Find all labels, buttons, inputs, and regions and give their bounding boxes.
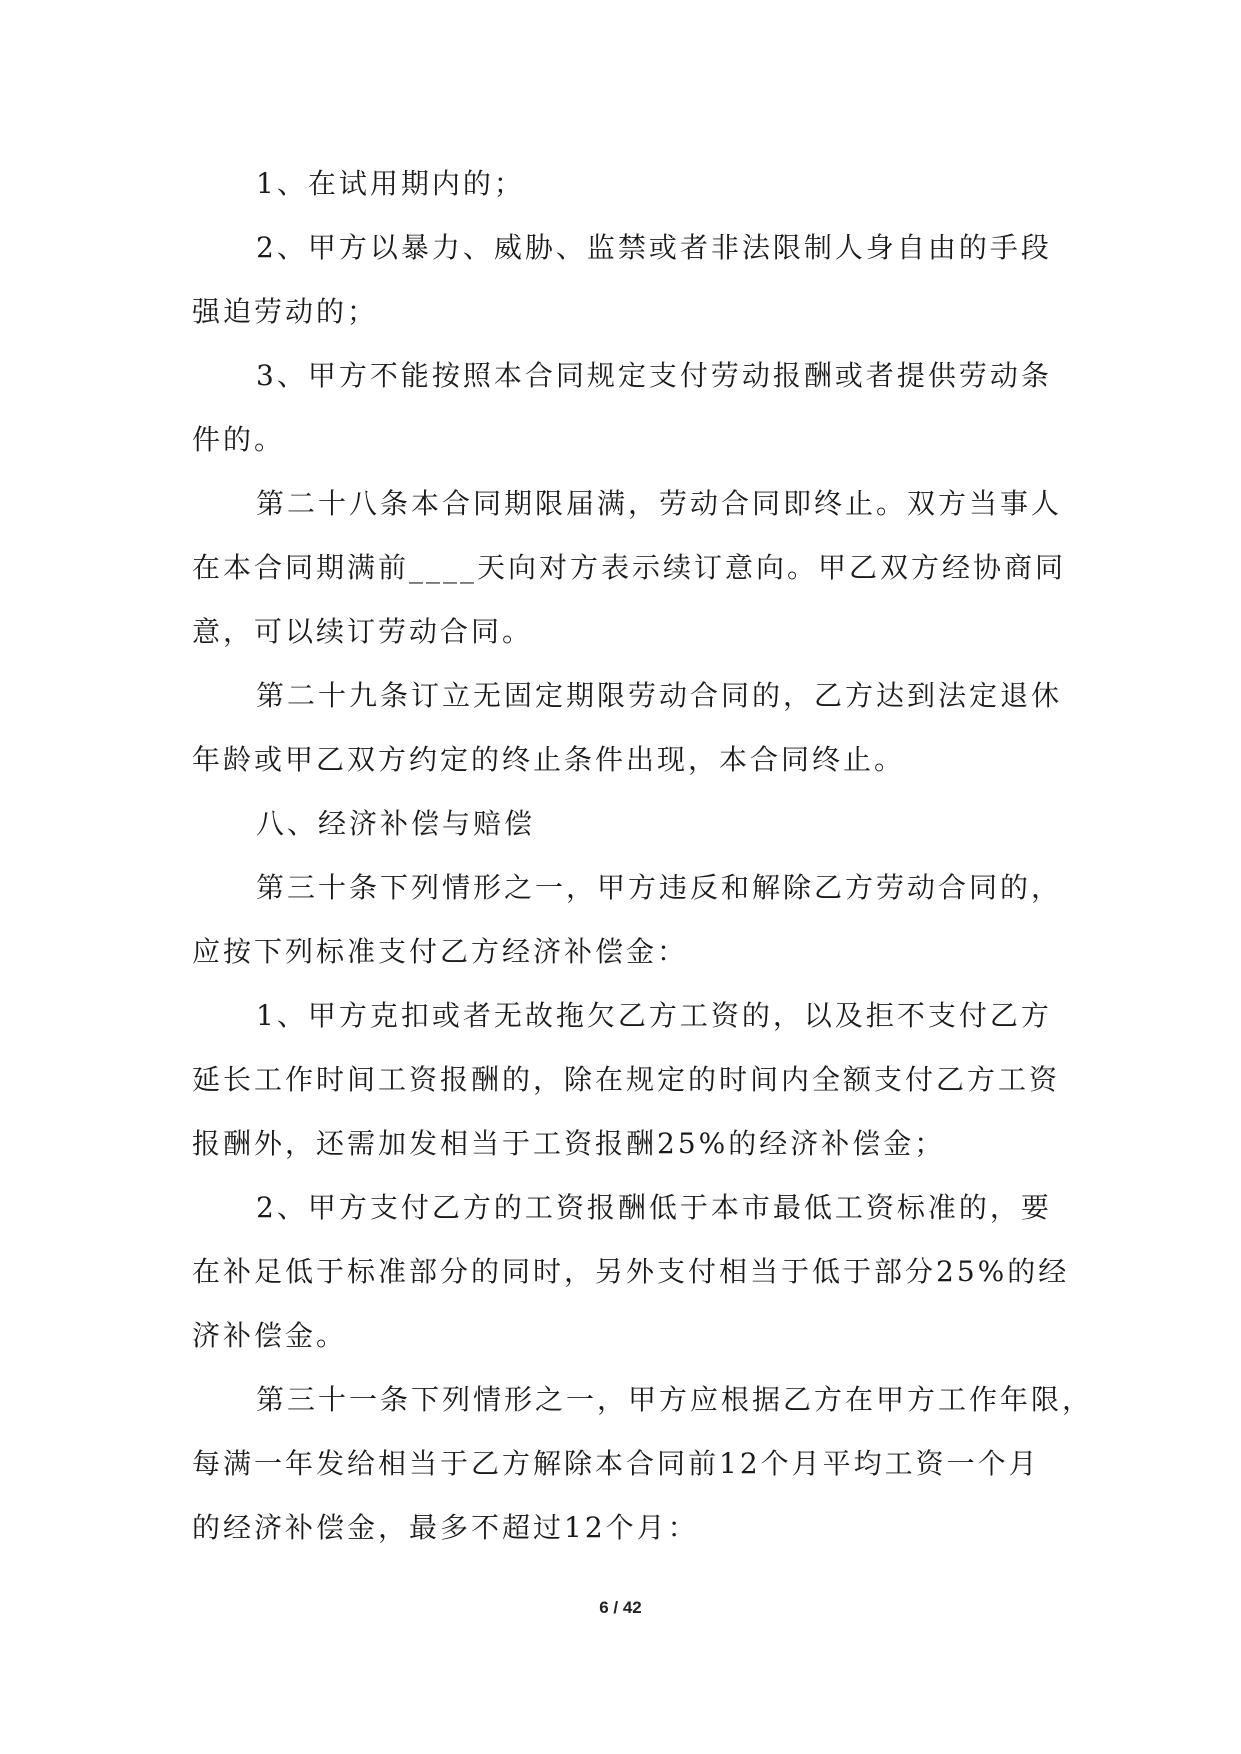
- text-line: 2、甲方支付乙方的工资报酬低于本市最低工资标准的，要: [256, 1191, 1052, 1224]
- page-number: 6 / 42: [599, 1598, 642, 1617]
- text-line: 第二十九条订立无固定期限劳动合同的，乙方达到法定退休: [256, 679, 1063, 712]
- text-line: 强迫劳动的；: [192, 295, 379, 328]
- text-line: 每满一年发给相当于乙方解除本合同前12个月平均工资一个月: [192, 1447, 1040, 1480]
- text-line: 年龄或甲乙双方约定的终止条件出现，本合同终止。: [192, 743, 906, 776]
- text-line: 济补偿金。: [192, 1319, 348, 1352]
- text-line: 2、甲方以暴力、威胁、监禁或者非法限制人身自由的手段: [256, 231, 1052, 264]
- text-line: 意，可以续订劳动合同。: [192, 615, 534, 648]
- document-body: [192, 152, 1094, 1560]
- text-line: 报酬外，还需加发相当于工资报酬25%的经济补偿金；: [192, 1127, 946, 1160]
- text-line: 第三十一条下列情形之一，甲方应根据乙方在甲方工作年限，: [256, 1383, 1094, 1416]
- text-line: 的经济补偿金，最多不超过12个月：: [192, 1511, 699, 1544]
- text-line: 件的。: [192, 423, 286, 456]
- text-line: 3、甲方不能按照本合同规定支付劳动报酬或者提供劳动条: [256, 359, 1052, 392]
- text-line: 在补足低于标准部分的同时，另外支付相当于低于部分25%的经: [192, 1255, 1070, 1288]
- text-line: 第二十八条本合同期限届满，劳动合同即终止。双方当事人: [256, 487, 1063, 520]
- section-heading: 八、经济补偿与赔偿: [256, 807, 536, 840]
- text-line: 应按下列标准支付乙方经济补偿金：: [192, 935, 689, 968]
- text-line: 第三十条下列情形之一，甲方违反和解除乙方劳动合同的，: [256, 871, 1063, 904]
- text-line: 1、在试用期内的；: [256, 167, 525, 200]
- text-line: 延长工作时间工资报酬的，除在规定的时间内全额支付乙方工资: [192, 1063, 1061, 1096]
- text-line: 在本合同期满前____天向对方表示续订意向。甲乙双方经协商同: [192, 551, 1067, 584]
- text-line: 1、甲方克扣或者无故拖欠乙方工资的，以及拒不支付乙方: [256, 999, 1052, 1032]
